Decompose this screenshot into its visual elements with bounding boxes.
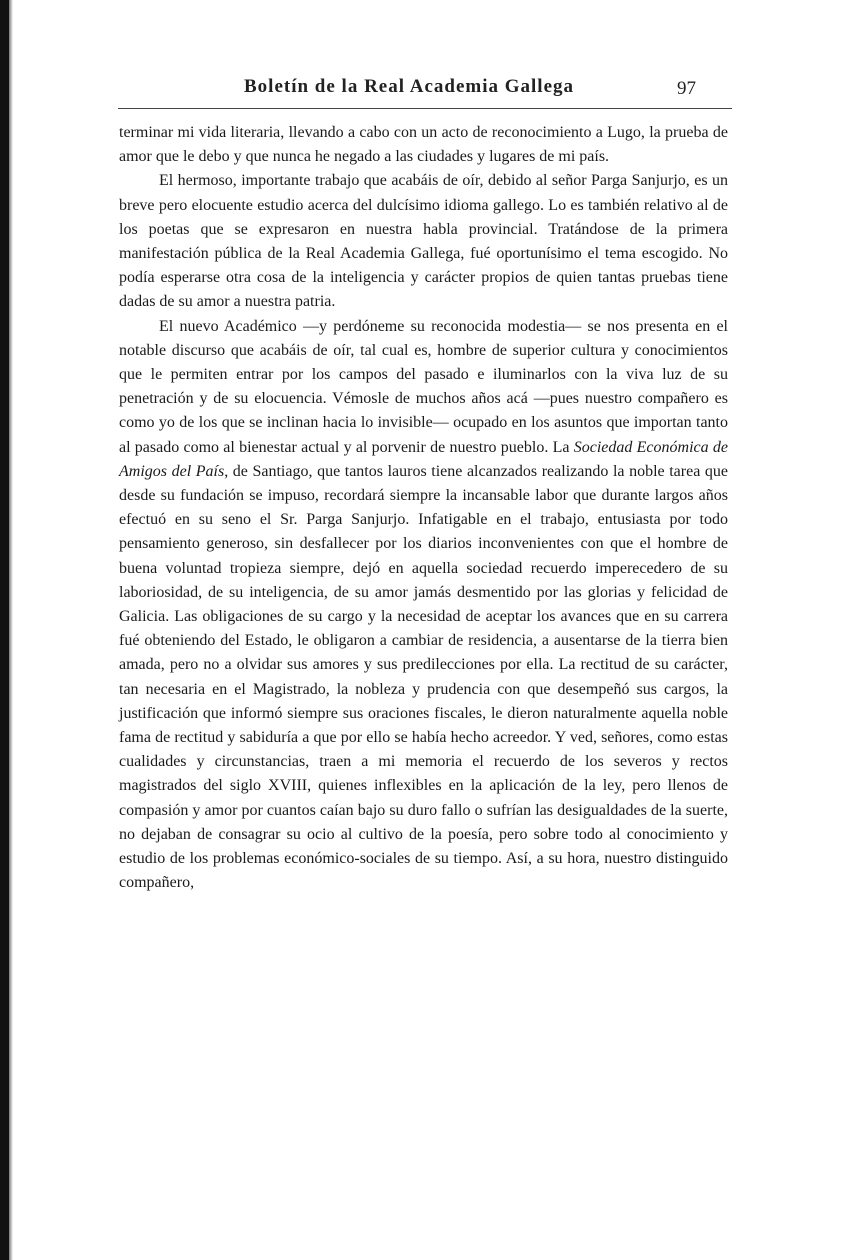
- running-title: Boletín de la Real Academia Gallega: [244, 76, 575, 97]
- paragraph-2: El hermoso, importante trabajo que acabáis de oír, debido al señor Parga Sanjurjo, es un breve pero elocuente estudio acerca del dulcísimo idioma gallego. Lo es también relativo al de los poetas que se expresaron en nuestra habla provincial. Tratándose de la primera manifestación pública de la Real Academia Gallega, fué oportunísimo el tema escogido. No podía esperarse otra cosa de la inteligencia y carácter propios de quien tantas pruebas tiene dadas de su amor a nuestra patria.: [119, 172, 728, 311]
- paragraph-3: [119, 315, 728, 896]
- paragraph-3-text-start: El nuevo Académico —y perdóneme su reconocida modestia— se nos presenta en el notable discurso que acabáis de oír, tal cual es, hombre de superior cultura y conocimientos que le permiten entrar por los campos del pasado e iluminarlos con la viva luz de su penetración y de su elocuencia. Vémosle de muchos años acá —pues nuestro compañero es como yo de los que se inclinan hacia lo invisible— ocupado en los asuntos que importan tanto al pasado como al bienestar actual y al porvenir de nuestro pueblo. La: [119, 317, 728, 456]
- paragraph-1: terminar mi vida literaria, llevando a cabo con un acto de reconocimiento a Lugo, la prueba de amor que le debo y que nunca he negado a las ciudades y lugares de mi país.: [119, 124, 728, 166]
- paragraph-3-text-end: , de Santiago, que tantos lauros tiene alcanzados realizando la noble tarea que desde su fundación se impuso, recordará siempre la incansable labor que durante largos años efectuó en su seno el Sr. Parga Sanjurjo. Infatigable en el trabajo, entusiasta por todo pensamiento generoso, sin desfallecer por los diarios inconvenientes con que el hombre de buena voluntad tropieza siempre, dejó en aquella sociedad recuerdo imperecedero de su laboriosidad, de su inteligencia, de su amor jamás desmentido por las glorias y felicidad de Galicia. Las obligaciones de su cargo y la necesidad de aceptar los avances que en su carrera fué obteniendo del Estado, le obligaron a cambiar de residencia, a ausentarse de la tierra bien amada, pero no a olvidar sus amores y sus predilecciones por ella. La rectitud de su carácter, tan necesaria en el Magistrado, la nobleza y prudencia con que desempeñó sus cargos, la justificación que informó siempre sus oraciones fiscales, le dieron naturalmente aquella noble fama de rectitud y sabiduría a que por ello se había hecho acreedor. Y ved, señores, como estas cualidades y circunstancias, traen a mi memoria el recuerdo de los severos y rectos magistrados del siglo XVIII, quienes inflexibles en la aplicación de la ley, pero llenos de compasión y amor por cuantos caían bajo su duro fallo o sufrían las desigualdades de la suerte, no dejaban de consagrar su ocio al cultivo de la poesía, pero sobre todo al conocimiento y estudio de los problemas económico-sociales de su tiempo. Así, a su hora, nuestro distinguido compañero,: [119, 462, 728, 892]
- page-binding-edge: [0, 0, 9, 1260]
- society-name-italic: Sociedad Económica de Amigos del País: [119, 438, 728, 480]
- running-head: [118, 76, 732, 109]
- page-number: 97: [677, 78, 696, 99]
- body-text: [119, 121, 728, 896]
